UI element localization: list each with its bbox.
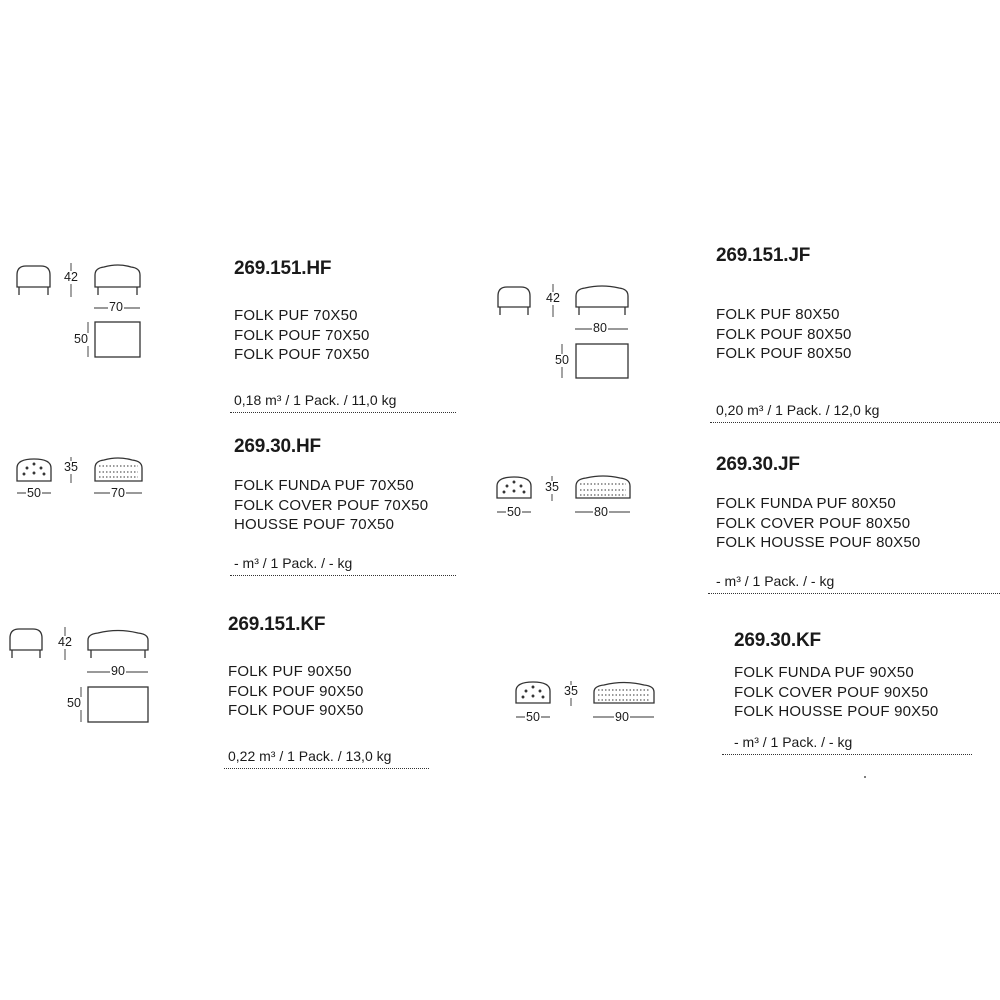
depth-dimension: 50 (526, 710, 540, 724)
name-fr: FOLK POUF 70X50 (234, 346, 370, 363)
name-en: FOLK POUF 80X50 (716, 325, 852, 343)
name-es: FOLK PUF 70X50 (234, 307, 358, 324)
name-es: FOLK PUF 80X50 (716, 306, 840, 323)
height-dimension: 42 (546, 291, 560, 305)
depth-dimension: 50 (74, 332, 88, 346)
width-dimension: 80 (594, 505, 608, 519)
name-fr: HOUSSE POUF 70X50 (234, 516, 395, 533)
depth-dimension: 50 (27, 486, 41, 500)
name-en: FOLK COVER POUF 70X50 (234, 496, 429, 514)
package-spec: - m³ / 1 Pack. / - kg (234, 555, 353, 571)
depth-dimension: 50 (555, 353, 569, 367)
name-fr: FOLK POUF 80X50 (716, 345, 852, 362)
width-dimension: 80 (593, 321, 607, 335)
product-names (734, 663, 938, 722)
dotted-divider (722, 754, 972, 755)
product-code: 269.151.HF (234, 258, 332, 279)
name-fr: FOLK HOUSSE POUF 80X50 (716, 534, 921, 551)
product-code: 269.30.JF (716, 454, 800, 475)
product-code: 269.151.JF (716, 245, 811, 266)
height-dimension: 35 (545, 480, 559, 494)
name-es: FOLK FUNDA PUF 90X50 (734, 664, 914, 681)
name-en: FOLK COVER POUF 90X50 (734, 683, 929, 701)
product-code: 269.30.KF (734, 630, 821, 651)
stray-dot (864, 776, 866, 778)
width-dimension: 70 (111, 486, 125, 500)
name-es: FOLK PUF 90X50 (228, 663, 352, 680)
name-en: FOLK COVER POUF 80X50 (716, 514, 911, 532)
height-dimension: 42 (64, 270, 78, 284)
package-spec: 0,18 m³ / 1 Pack. / 11,0 kg (234, 392, 397, 408)
depth-dimension: 50 (67, 696, 81, 710)
package-spec: - m³ / 1 Pack. / - kg (716, 573, 835, 589)
width-dimension: 90 (615, 710, 629, 724)
package-spec: - m³ / 1 Pack. / - kg (734, 734, 853, 750)
width-dimension: 70 (109, 300, 123, 314)
package-spec: 0,22 m³ / 1 Pack. / 13,0 kg (228, 748, 392, 764)
width-dimension: 90 (111, 664, 125, 678)
height-dimension: 42 (58, 635, 72, 649)
height-dimension: 35 (64, 460, 78, 474)
name-en: FOLK POUF 90X50 (228, 682, 364, 700)
product-code: 269.30.HF (234, 436, 321, 457)
package-spec: 0,20 m³ / 1 Pack. / 12,0 kg (716, 402, 880, 418)
name-es: FOLK FUNDA PUF 70X50 (234, 477, 414, 494)
height-dimension: 35 (564, 684, 578, 698)
name-es: FOLK FUNDA PUF 80X50 (716, 495, 896, 512)
product-code: 269.151.KF (228, 614, 326, 635)
name-en: FOLK POUF 70X50 (234, 326, 370, 344)
name-fr: FOLK POUF 90X50 (228, 702, 364, 719)
depth-dimension: 50 (507, 505, 521, 519)
name-fr: FOLK HOUSSE POUF 90X50 (734, 703, 939, 720)
